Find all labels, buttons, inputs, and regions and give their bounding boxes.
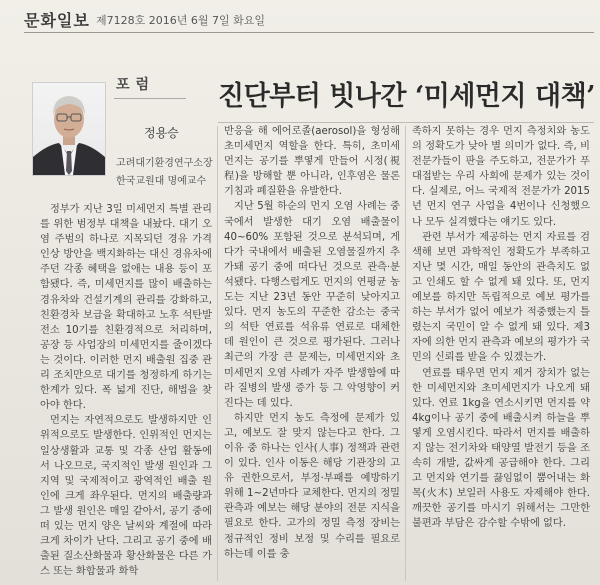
- portrait-image: [33, 83, 105, 175]
- author-affiliation: 고려대기환경연구소장: [116, 158, 213, 169]
- author-affiliation: 한국교원대 명예교수: [116, 176, 207, 187]
- article-column-3: [412, 124, 590, 585]
- article-headline: 진단부터 빗나간 ‘미세먼지 대책’: [218, 81, 596, 112]
- headline-divider: [218, 122, 594, 123]
- column-label: 포럼: [116, 77, 156, 93]
- column-divider: [217, 126, 218, 581]
- paragraph: 하지만 먼지 농도 측정에 문제가 있고, 예보도 잘 맞지 않는다고 한다. 그 이유 중 하나는 인사(人事) 정책과 관련이 있다. 인사 이동은 해당 기관장의 고유 권한으로서, 부정·부패를 예방하기 위해 1~2년마다 교체한다. 먼지의 정밀 관측과 예보는 해당 분야의 전문 지식을 필요로 한다. 고가의 정밀 측정 장비는 정규적인 정비 보정 및 수리를 필요로 하는데 이를 충: [224, 412, 400, 560]
- article-column-1: [40, 202, 212, 585]
- paragraph: 지난 5월 하순의 먼지 오염 사례는 중국에서 발생한 대기 오염 배출물이 40~60% 포함된 것으로 분석되며, 게다가 국내에서 배출된 오염물질까지 추가돼 공기 중에 떠다닌 것으로 관측·분석됐다. 다행스럽게도 먼지의 연평균 농도는 지난 23년 동안 꾸준히 낮아지고 있다. 먼지 농도의 꾸준한 감소는 중국의 석탄 연료를 석유류 연료로 대체한 데 원인이 큰 것으로 평가된다. 그러나 최근의 가장 큰 문제는, 미세먼지와 초미세먼지 오염 사례가 자주 발생함에 따라 질병의 발생 증가 등 그 악영향이 커진다는 데 있다.: [224, 201, 400, 409]
- paragraph: 반응을 해 에어로졸(aerosol)을 형성해 초미세먼지 역할을 한다. 특히, 초미세먼지는 공기를 뿌옇게 만들어 시정(視程)을 방해할 뿐 아니라, 인후염은 물론 기침과 폐질환을 유발한다.: [224, 126, 400, 198]
- paragraph: 족하지 못하는 경우 먼지 측정치와 농도의 정확도가 낮아 별 의미가 없다. 즉, 비전문가들이 판을 주도하고, 전문가가 푸대접받는 우리 사회에 문제가 있는 것이다. 실제로, 어느 국제적 전문가가 2015년 먼지 연구 사업을 4번이나 신청했으나 모두 실격했다는 얘기도 있다.: [412, 126, 590, 228]
- masthead: [14, 6, 594, 34]
- paragraph: 관련 부서가 제공하는 먼지 자료를 검색해 보면 과학적인 정확도가 부족하고 지난 몇 시간, 매일 동안의 관측치도 없고 인쇄도 할 수 없게 돼 있다. 또, 먼지 예보를 하지만 독립적으로 예보 평가를 하는 부서가 없어 예보가 적중했는지 틀렸는지 국민이 알 수 없게 돼 있다. 제3자에 의한 먼지 관측과 예보의 평가가 국민의 신뢰를 받을 수 있겠는가.: [412, 231, 590, 364]
- newspaper-logo: 문화일보: [24, 11, 90, 30]
- column-label-divider: [114, 98, 186, 99]
- paragraph: 연료를 태우면 먼지 제거 장치가 없는 한 미세먼지와 초미세먼지가 나오게 돼 있다. 연료 1kg을 연소시키면 먼지를 약 4kg이나 공기 중에 배출시켜 하늘을 뿌옇게 오염시킨다. 따라서 먼지를 배출하지 않는 전기차와 태양열 발전기 등을 조속히 개발, 값싸게 공급해야 한다. 그리고 먼지와 연기를 끓임없이 뿜어내는 화목(火木) 보일러 사용도 자제해야 한다. 깨끗한 공기를 마시기 위해서는 그만한 불편과 부담은 감수할 수밖에 없다.: [412, 367, 590, 530]
- article-column-2: [224, 124, 400, 585]
- author-box: [30, 68, 213, 203]
- author-photo: [32, 82, 106, 176]
- masthead-divider: [24, 32, 594, 33]
- paragraph: 먼지는 자연적으로도 발생하지만 인위적으로도 발생한다. 인위적인 먼지는 일상생활과 교통 및 각종 산업 활동에서 나오므로, 국지적인 발생 원인과 그 지역 및 국제적이고 광역적인 배출 원인에 크게 좌우된다. 먼지의 배출량과 그 발생 원인은 매일 같아서, 공기 중에 떠 있는 먼지 양은 날씨와 계절에 따라 크게 차이가 난다. 그리고 공기 중에 배출된 질소산화물과 황산화물은 다른 가스 또는 화합물과 화학: [40, 415, 212, 578]
- author-name: 정용승: [144, 126, 179, 140]
- paragraph: 정부가 지난 3일 미세먼지 특별 관리를 위한 범정부 대책을 내놨다. 대기 오염 주범의 하나로 지목되던 경유 가격 인상 방안을 백지화하는 대신 경유차에 주던 각종 혜택을 없애는 내용 등이 포함됐다. 즉, 미세먼지를 많이 배출하는 경유차와 건설기계의 관리를 강화하고, 친환경차 보급을 확대하고 노후 석탄발전소 10기를 친환경적으로 처리하며, 공장 등 사업장의 미세먼지를 줄이겠다는 것이다. 이러한 먼지 배출원 집중 관리 조치만으로 대기를 청정하게 하기는 한계가 있다. 폭 넓게 진단, 해법을 찾아야 한다.: [40, 204, 212, 412]
- column-divider: [405, 126, 406, 581]
- issue-info: 제7128호 2016년 6월 7일 화요일: [96, 14, 265, 27]
